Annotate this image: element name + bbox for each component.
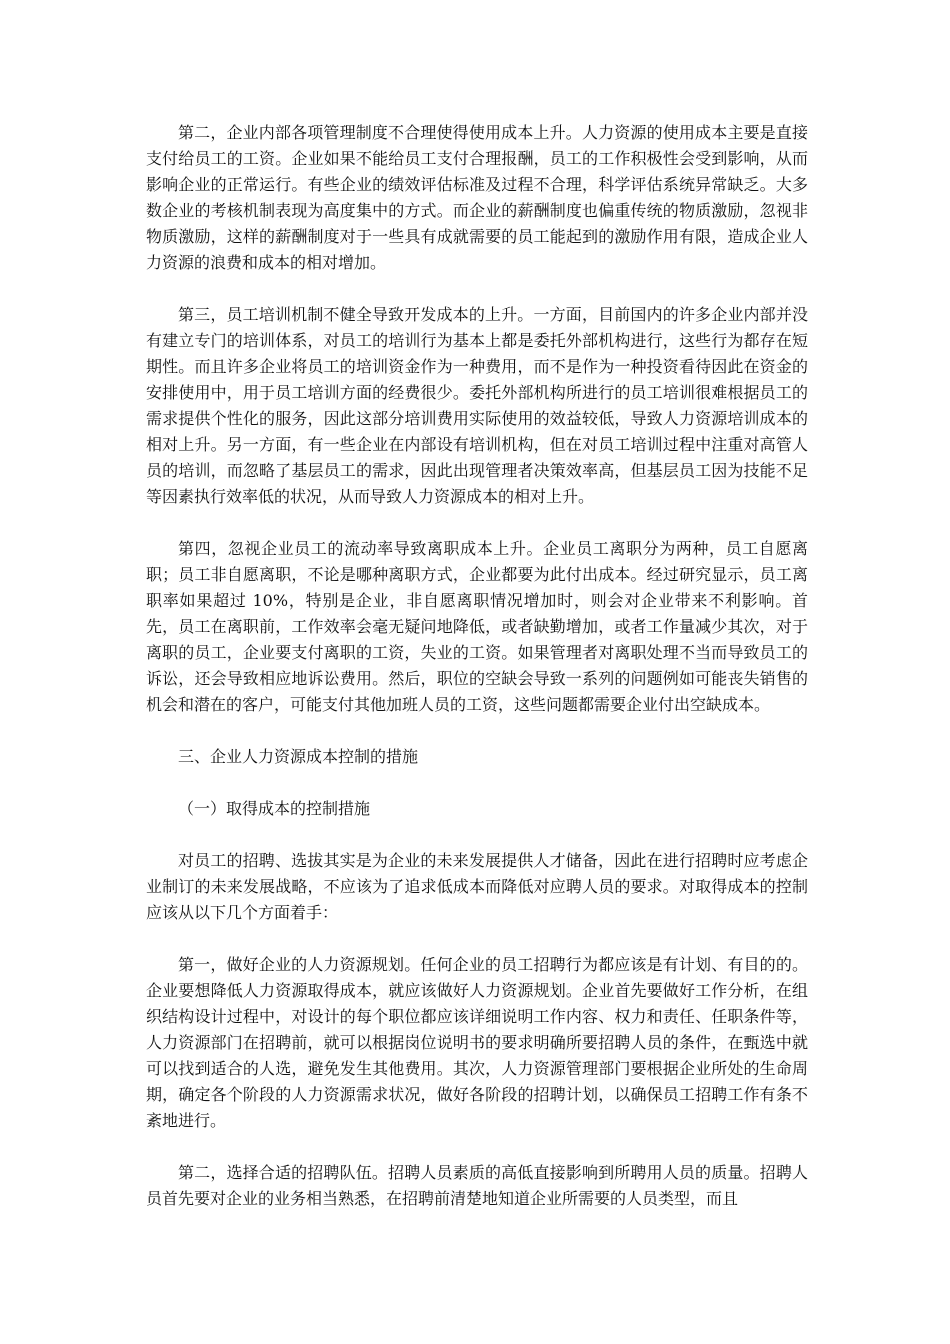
paragraph-third-training-mechanism: 第三，员工培训机制不健全导致开发成本的上升。一方面，目前国内的许多企业内部并没有建立专门的培训体系，对员工的培训行为基本上都是委托外部机构进行，这些行为都存在短期性。而且许多企业将员工的培训资金作为一种费用，而不是作为一种投资看待因此在资金的安排使用中，用于员工培训方面的经费很少。委托外部机构所进行的员工培训很难根据员工的需求提供个性化的服务，因此这部分培训费用实际使用的效益较低，导致人力资源培训成本的相对上升。另一方面，有一些企业在内部设有培训机构，但在对员工培训过程中注重对高管人员的培训，而忽略了基层员工的需求，因此出现管理者决策效率高，但基层员工因为技能不足等因素执行效率低的状况，从而导致人力资源成本的相对上升。 — [146, 305, 808, 506]
document-body — [146, 120, 808, 1238]
paragraph-fourth-turnover-rate: 第四，忽视企业员工的流动率导致离职成本上升。企业员工离职分为两种，员工自愿离职；员工非自愿离职，不论是哪种离职方式，企业都要为此付出成本。经过研究显示，员工离职率如果超过 10%，特别是企业，非自愿离职情况增加时，则会对企业带来不利影响。首先，员工在离职前，工作效率会毫无疑问地降低，或者缺勤增加，或者工作量减少其次，对于离职的员工，企业要支付离职的工资，失业的工资。如果管理者对离职处理不当而导致员工的诉讼，还会导致相应地诉讼费用。然后，职位的空缺会导致一系列的问题例如可能丧失销售的机会和潜在的客户，可能支付其他加班人员的工资，这些问题都需要企业付出空缺成本。 — [146, 539, 808, 714]
paragraph-second-management-system: 第二，企业内部各项管理制度不合理使得使用成本上升。人力资源的使用成本主要是直接支付给员工的工资。企业如果不能给员工支付合理报酬，员工的工作积极性会受到影响，从而影响企业的正常运行。有些企业的绩效评估标准及过程不合理，科学评估系统异常缺乏。大多数企业的考核机制表现为高度集中的方式。而企业的薪酬制度也偏重传统的物质激励，忽视非物质激励，这样的薪酬制度对于一些具有成就需要的员工能起到的激励作用有限，造成企业人力资源的浪费和成本的相对增加。 — [146, 123, 808, 272]
paragraph-acquisition-intro: 对员工的招聘、选拔其实是为企业的未来发展提供人才储备，因此在进行招聘时应考虑企业制订的未来发展战略，不应该为了追求低成本而降低对应聘人员的要求。对取得成本的控制应该从以下几个方面着手： — [146, 851, 808, 922]
section-heading: 三、企业人力资源成本控制的措施 — [178, 747, 419, 766]
subsection-heading: （一）取得成本的控制措施 — [178, 799, 371, 818]
paragraph-first-hr-planning: 第一，做好企业的人力资源规划。任何企业的员工招聘行为都应该是有计划、有目的的。企业要想降低人力资源取得成本，就应该做好人力资源规划。企业首先要做好工作分析，在组织结构设计过程中，对设计的每个职位都应该详细说明工作内容、权力和责任、任职条件等，人力资源部门在招聘前，就可以根据岗位说明书的要求明确所要招聘人员的条件，在甄选中就可以找到适合的人选，避免发生其他费用。其次，人力资源管理部门要根据企业所处的生命周期，确定各个阶段的人力资源需求状况，做好各阶段的招聘计划，以确保员工招聘工作有条不紊地进行。 — [146, 955, 808, 1130]
paragraph-second-recruiting-team: 第二，选择合适的招聘队伍。招聘人员素质的高低直接影响到所聘用人员的质量。招聘人员首先要对企业的业务相当熟悉，在招聘前清楚地知道企业所需要的人员类型，而且 — [146, 1163, 808, 1208]
